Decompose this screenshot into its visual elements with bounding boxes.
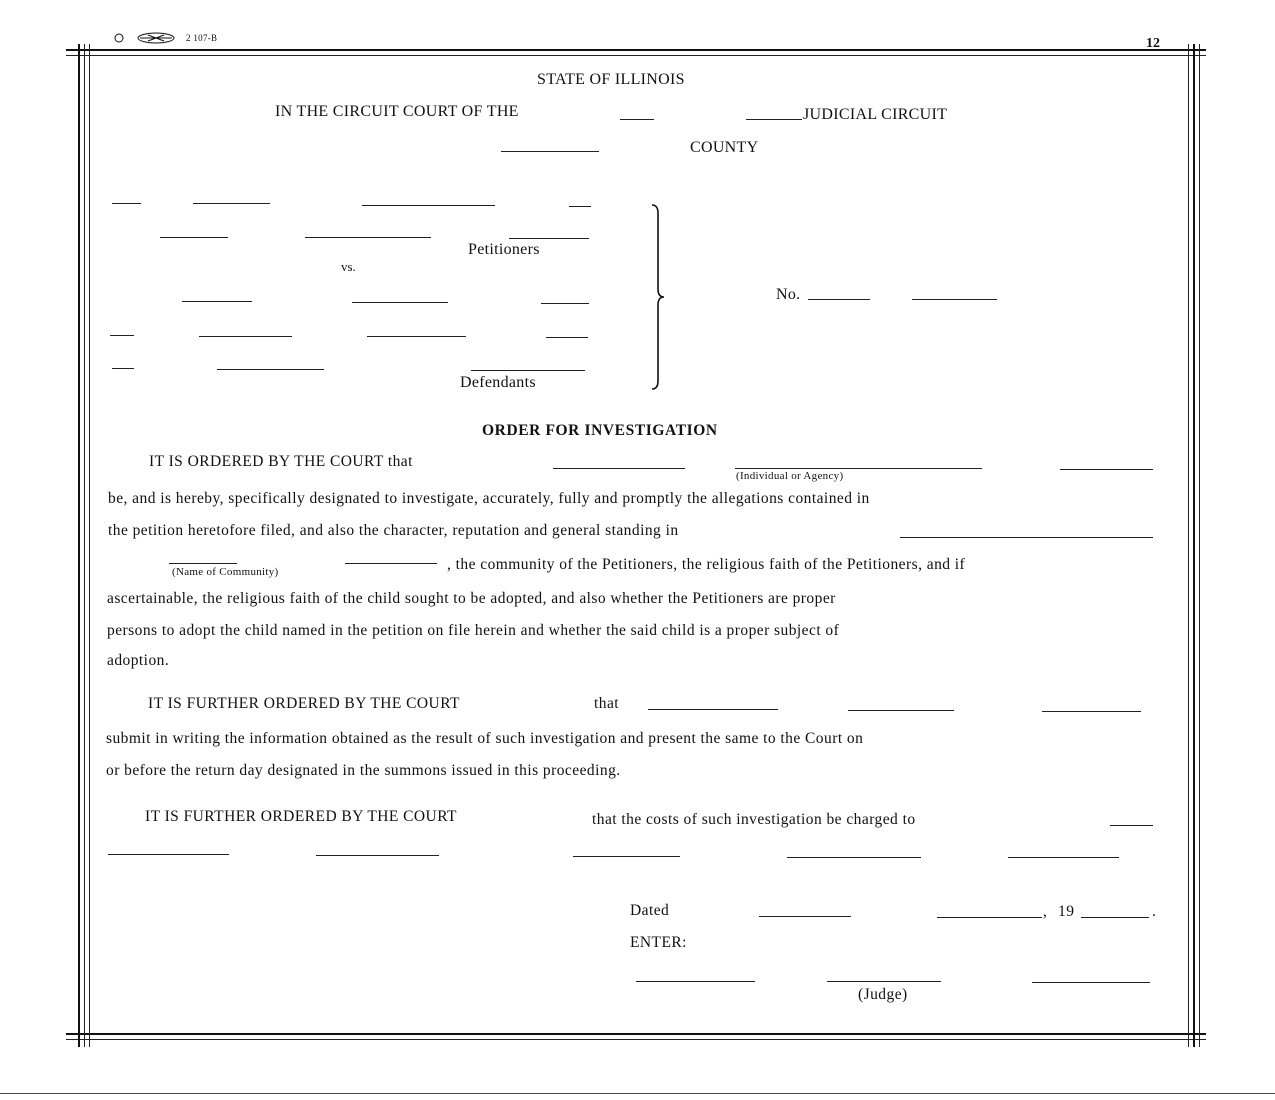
case-no-blank — [808, 299, 870, 300]
para1-line7: adoption. — [107, 652, 170, 669]
agency-caption: (Individual or Agency) — [736, 470, 844, 482]
community-caption: (Name of Community) — [172, 566, 279, 578]
circuit-number-blank-2 — [746, 119, 802, 120]
community-blank-2 — [345, 563, 437, 564]
state-heading: STATE OF ILLINOIS — [537, 71, 685, 88]
page-number: 12 — [1146, 36, 1160, 51]
case-no-blank-2 — [912, 299, 997, 300]
defendants-label: Defendants — [460, 374, 536, 391]
agency-blank-3 — [1060, 469, 1153, 470]
para2-line3: or before the return day designated in the summons issued in this proceeding. — [106, 762, 621, 779]
para1-line5: ascertainable, the religious faith of the child sought to be adopted, and also whether the Petitioners are proper — [107, 590, 836, 607]
dated-label: Dated — [630, 902, 670, 919]
para2-lead: IT IS FURTHER ORDERED BY THE COURT — [148, 695, 460, 712]
county-blank — [501, 151, 599, 152]
date-month-blank — [937, 917, 1042, 918]
community-blank — [169, 563, 237, 564]
judge-label: (Judge) — [858, 986, 908, 1003]
para1-line3: the petition heretofore filed, and also the character, reputation and general standing in — [108, 522, 679, 539]
agency-blank — [553, 468, 685, 469]
para3-lead-tail: that the costs of such investigation be charged to — [592, 811, 916, 828]
county-label: COUNTY — [690, 139, 759, 156]
union-label-logo — [114, 31, 182, 45]
circuit-number-blank — [620, 119, 654, 120]
bottom-scan-line — [0, 1093, 1275, 1094]
judge-signature-blank-3 — [1032, 982, 1150, 983]
judge-signature-blank-2 — [827, 981, 941, 982]
investigator-blank-2 — [848, 710, 954, 711]
year-blank — [1081, 917, 1149, 918]
para2-lead-tail: that — [594, 695, 620, 712]
date-period: . — [1152, 903, 1157, 920]
costs-blank — [1110, 825, 1153, 826]
date-day-blank — [759, 916, 851, 917]
case-no-label: No. — [776, 286, 801, 303]
judge-signature-blank — [636, 981, 755, 982]
order-title: ORDER FOR INVESTIGATION — [482, 422, 718, 439]
year-prefix: 19 — [1058, 903, 1075, 920]
caption-brace — [648, 203, 668, 393]
standing-blank — [900, 537, 1153, 538]
investigator-blank — [648, 709, 778, 710]
petitioners-label: Petitioners — [468, 241, 540, 258]
investigator-blank-3 — [1042, 711, 1141, 712]
agency-blank-2 — [735, 468, 982, 469]
form-code: 2 107-B — [186, 33, 218, 43]
date-comma: , — [1043, 903, 1048, 920]
para1-line4: , the community of the Petitioners, the religious faith of the Petitioners, and if — [447, 556, 966, 573]
para2-line2: submit in writing the information obtained as the result of such investigation and present the same to the Court on — [106, 730, 864, 747]
enter-label: ENTER: — [630, 934, 687, 951]
para3-lead: IT IS FURTHER ORDERED BY THE COURT — [145, 808, 457, 825]
court-prefix: IN THE CIRCUIT COURT OF THE — [275, 103, 519, 120]
para1-lead: IT IS ORDERED BY THE COURT that — [149, 453, 413, 470]
para1-line2: be, and is hereby, specifically designated to investigate, accurately, fully and promptly the allegations contained in — [108, 490, 870, 507]
vs-label: vs. — [341, 259, 356, 274]
circuit-suffix: JUDICIAL CIRCUIT — [803, 106, 948, 123]
para1-line6: persons to adopt the child named in the petition on file herein and whether the said child is a proper subject of — [107, 622, 840, 639]
